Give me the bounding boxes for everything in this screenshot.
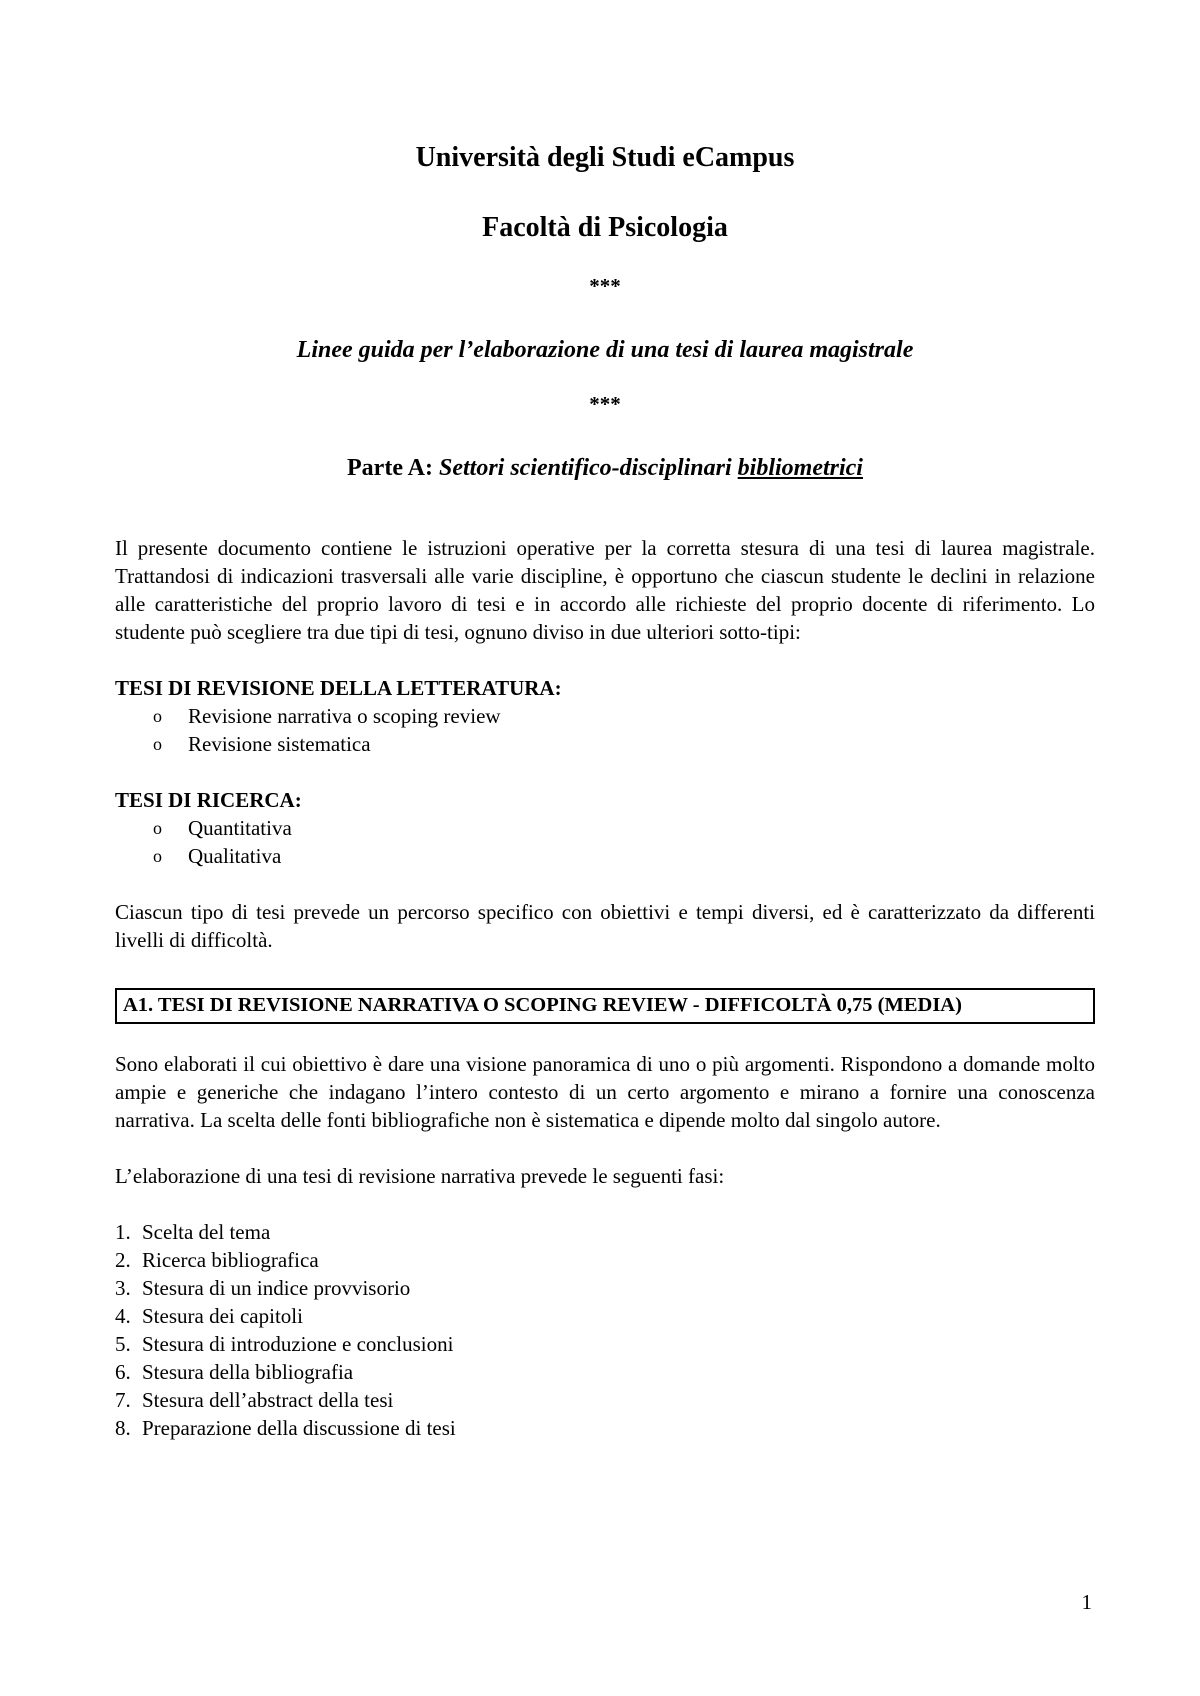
section-a1-title: A1. TESI DI REVISIONE NARRATIVA O SCOPING REVIEW - DIFFICOLTÀ 0,75 (MEDIA) bbox=[115, 988, 1095, 1024]
list-item-label: Revisione sistematica bbox=[188, 732, 371, 756]
document-subtitle: Linee guida per l’elaborazione di una tesi di laurea magistrale bbox=[296, 337, 914, 363]
list-item bbox=[153, 842, 1095, 870]
part-title bbox=[115, 452, 1095, 484]
page-content bbox=[115, 140, 1095, 1442]
part-label: Parte A: bbox=[347, 455, 433, 481]
research-heading: TESI DI RICERCA: bbox=[115, 788, 302, 812]
list-item-label: Revisione narrativa o scoping review bbox=[188, 704, 501, 728]
phase-label: Stesura di un indice provvisorio bbox=[142, 1276, 411, 1300]
phase-label: Ricerca bibliografica bbox=[142, 1248, 319, 1272]
phase-label: Stesura della bibliografia bbox=[142, 1360, 354, 1384]
part-title-italic: Settori scientifico-disciplinari bbox=[438, 455, 732, 481]
phase-number: 2. bbox=[115, 1248, 131, 1272]
circle-bullet-icon: o bbox=[153, 734, 162, 754]
list-item bbox=[153, 702, 1095, 730]
summary-paragraph: Ciascun tipo di tesi prevede un percorso specifico con obiettivi e tempi diversi, ed è caratterizzato da differenti livelli di difficoltà. bbox=[115, 900, 1095, 952]
phase-number: 5. bbox=[115, 1332, 131, 1356]
phase-label: Stesura di introduzione e conclusioni bbox=[142, 1332, 454, 1356]
intro-paragraph: Il presente documento contiene le istruzioni operative per la corretta stesura di una tesi di laurea magistrale. Trattandosi di indicazioni trasversali alle varie discipline, è opportuno che ciascun studente le declini in relazione alle caratteristiche del proprio lavoro di tesi e in accordo alle richieste del proprio docente di riferimento. Lo studente può scegliere tra due tipi di tesi, ognuno diviso in due ulteriori sotto-tipi: bbox=[115, 536, 1095, 644]
literature-review-list bbox=[115, 702, 1095, 758]
university-title: Università degli Studi eCampus bbox=[415, 142, 795, 173]
faculty-title: Facoltà di Psicologia bbox=[482, 212, 728, 243]
phase-number: 7. bbox=[115, 1388, 131, 1412]
circle-bullet-icon: o bbox=[153, 706, 162, 726]
phases-intro: L’elaborazione di una tesi di revisione narrativa prevede le seguenti fasi: bbox=[115, 1164, 725, 1188]
section-a1-description: Sono elaborati il cui obiettivo è dare una visione panoramica di uno o più argomenti. Rispondono a domande molto ampie e generiche che indagano l’intero contesto di un certo argomento e mirano a fornire una conoscenza narrativa. La scelta delle fonti bibliografiche non è sistematica e dipende molto dal singolo autore. bbox=[115, 1052, 1095, 1132]
list-item bbox=[115, 1218, 1095, 1246]
list-item-label: Quantitativa bbox=[188, 816, 292, 840]
list-item bbox=[115, 1274, 1095, 1302]
phase-number: 4. bbox=[115, 1304, 131, 1328]
phase-number: 6. bbox=[115, 1360, 131, 1384]
list-item bbox=[115, 1330, 1095, 1358]
list-item bbox=[115, 1414, 1095, 1442]
separator-stars-2: *** bbox=[589, 392, 621, 416]
list-item bbox=[153, 730, 1095, 758]
phase-number: 3. bbox=[115, 1276, 131, 1300]
phase-number: 8. bbox=[115, 1416, 131, 1440]
list-item bbox=[153, 814, 1095, 842]
page-number: 1 bbox=[1081, 1590, 1092, 1614]
phase-label: Preparazione della discussione di tesi bbox=[142, 1416, 456, 1440]
circle-bullet-icon: o bbox=[153, 818, 162, 838]
phases-list bbox=[115, 1218, 1095, 1442]
phase-number: 1. bbox=[115, 1220, 131, 1244]
separator-stars-1: *** bbox=[589, 274, 621, 298]
literature-review-heading: TESI DI REVISIONE DELLA LETTERATURA: bbox=[115, 676, 562, 700]
phase-label: Stesura dell’abstract della tesi bbox=[142, 1388, 394, 1412]
list-item bbox=[115, 1358, 1095, 1386]
circle-bullet-icon: o bbox=[153, 846, 162, 866]
part-title-underlined: bibliometrici bbox=[737, 455, 863, 481]
phase-label: Stesura dei capitoli bbox=[142, 1304, 303, 1328]
phase-label: Scelta del tema bbox=[142, 1220, 271, 1244]
list-item bbox=[115, 1246, 1095, 1274]
research-list bbox=[115, 814, 1095, 870]
list-item bbox=[115, 1386, 1095, 1414]
list-item bbox=[115, 1302, 1095, 1330]
list-item-label: Qualitativa bbox=[188, 844, 282, 868]
